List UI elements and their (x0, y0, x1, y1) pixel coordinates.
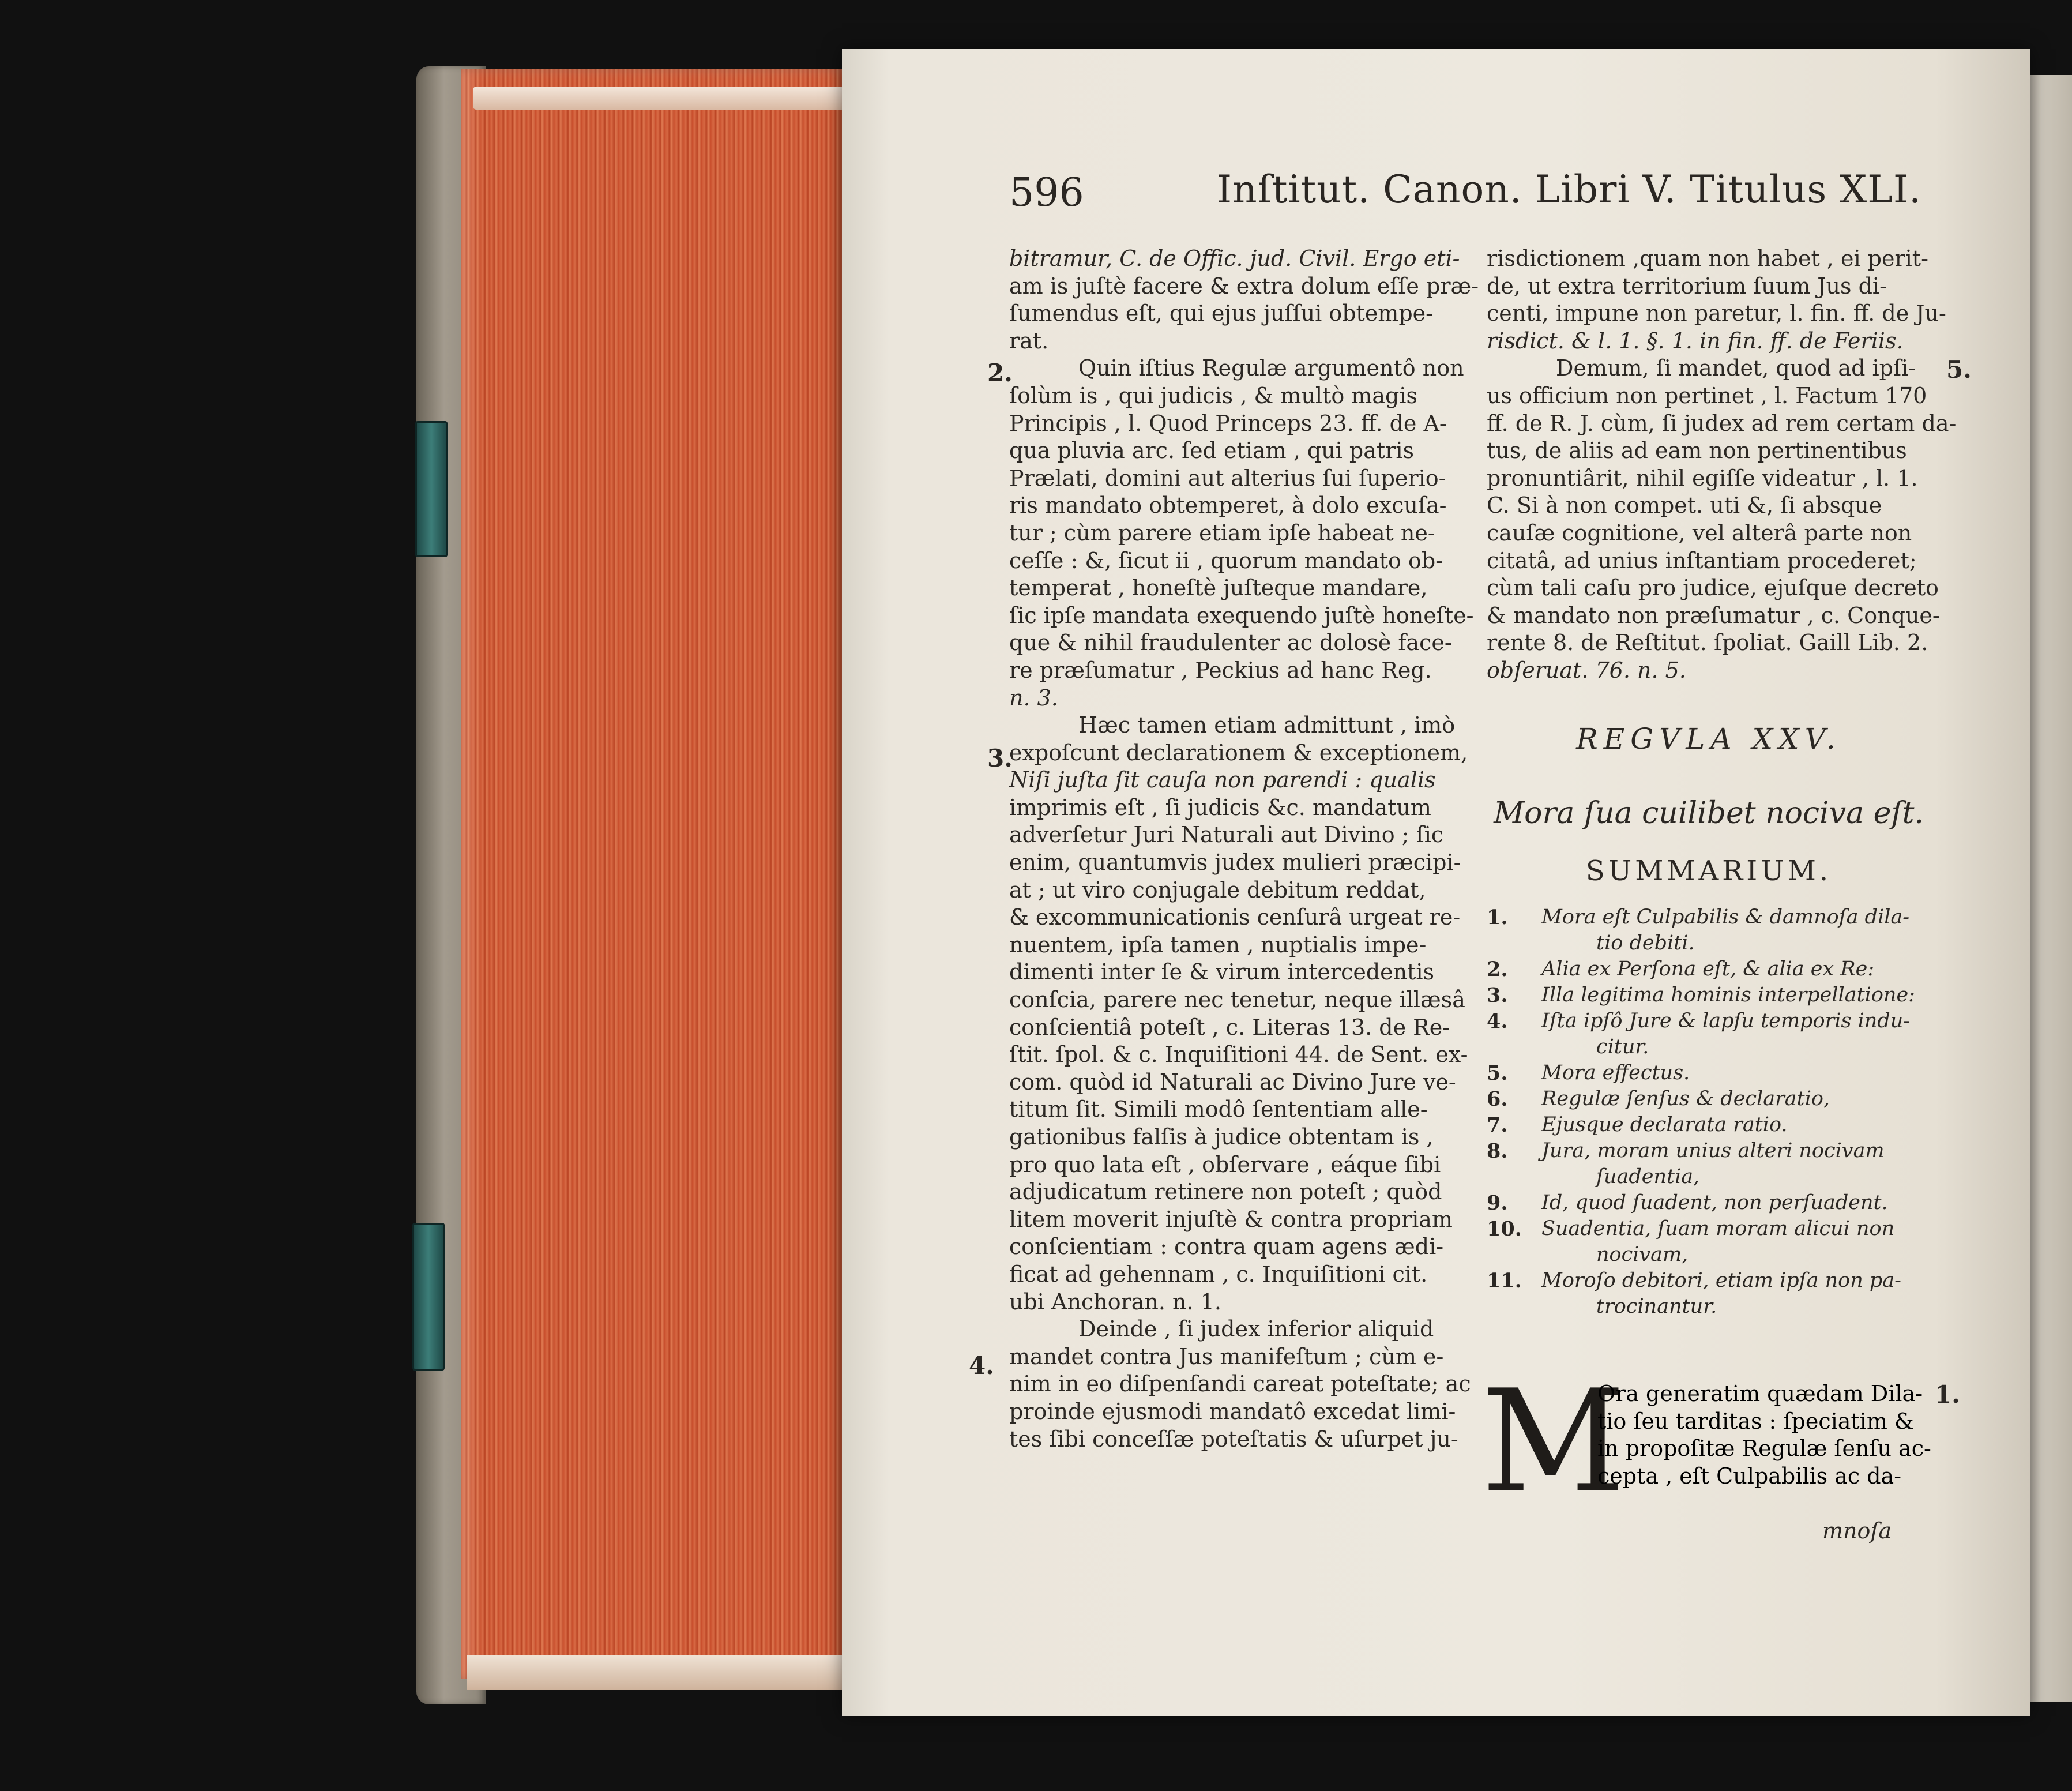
text-line: cùm tali caſu pro judice, ejuſque decreto (1487, 575, 1939, 601)
running-head: Inſtitut. Canon. Libri V. Titulus XLI. (1217, 167, 1922, 212)
text-line: ſtit. ſpol. & c. Inquiſitioni 44. de Sent. ex- (1009, 1042, 1468, 1068)
text-line: n. 3. (1009, 685, 1058, 711)
text-line: cauſæ cognitione, vel alterâ parte non (1487, 520, 1912, 546)
summarium-title: SUMMARIUM. (1585, 855, 1832, 887)
item-number: 4. (1487, 1009, 1508, 1033)
left-column (1009, 245, 1479, 1453)
text-line: rente 8. de Reſtitut. ſpoliat. Gaill Lib. 2. (1487, 630, 1928, 656)
text-line: in propoſitæ Regulæ ſenſu ac- (1597, 1436, 1931, 1462)
book-clasp-lower (412, 1223, 445, 1371)
text-line: ubi Anchoran. n. 1. (1009, 1289, 1221, 1315)
catchword: mnoſa (1822, 1518, 1892, 1544)
item-number: 11. (1487, 1269, 1522, 1293)
summarium-item (1487, 1190, 1936, 1216)
item-text: trocinantur. (1596, 1295, 1717, 1318)
text-line: enim, quantumvis judex mulieri præcipi- (1009, 850, 1461, 876)
text-line: citatâ, ad unius inſtantiam procederet; (1487, 547, 1917, 573)
text-line: cepta , eſt Culpabilis ac da- (1597, 1463, 1902, 1489)
text-line: pronuntiârit, nihil egiſſe videatur , l. 1. (1487, 465, 1918, 491)
item-text: Id, quod ſuadent, non perſuadent. (1541, 1191, 1888, 1214)
summarium-item (1487, 904, 1936, 930)
item-text: ſuadentia, (1596, 1165, 1700, 1188)
text-line: ſic ipſe mandata exequendo juſtè honeſte- (1009, 602, 1474, 628)
text-line: nim in eo diſpenſandi careat poteſtate; ac (1009, 1371, 1471, 1397)
text-line: Demum, ſi mandet, quod ad ipſi- (1556, 355, 1916, 381)
item-number: 2. (1487, 958, 1508, 981)
text-line: risdictionem ,quam non habet , ei perit- (1487, 246, 1928, 271)
section-number: 2. (987, 359, 1013, 387)
text-line: conſcia, parere nec tenetur, neque illæsâ (1009, 987, 1465, 1013)
text-line: pro quo lata eſt , obſervare , eáque ſibi (1009, 1151, 1441, 1177)
text-line: Ora generatim quædam Dila- (1597, 1381, 1923, 1406)
opening-paragraph (1597, 1380, 1931, 1490)
item-number: 7. (1487, 1113, 1508, 1137)
text-line: Prælati, domini aut alterius ſui ſuperio- (1009, 465, 1446, 491)
item-text: Alia ex Perſona eſt, & alia ex Re: (1541, 958, 1875, 981)
text-line: Niſi juſta ſit cauſa non parendi : qualis (1009, 767, 1436, 793)
text-line: com. quòd id Naturali ac Divino Jure ve- (1009, 1069, 1456, 1095)
section-number: 1. (1935, 1380, 1960, 1409)
summarium-item (1487, 956, 1936, 982)
item-text: Suadentia, ſuam moram alicui non (1541, 1217, 1895, 1240)
text-line: tio ſeu tarditas : ſpeciatim & (1597, 1408, 1914, 1434)
summarium-item (1487, 1060, 1936, 1086)
text-line: gationibus falſis à judice obtentam is , (1009, 1124, 1434, 1150)
summarium-item (1487, 930, 1936, 956)
item-number: 10. (1487, 1217, 1522, 1241)
item-text: Ejusque declarata ratio. (1541, 1113, 1788, 1136)
text-line: mandet contra Jus manifeſtum ; cùm e- (1009, 1343, 1444, 1369)
item-text: Jura, moram unius alteri nocivam (1541, 1139, 1885, 1162)
text-line: C. Si à non compet. uti &, ſi absque (1487, 493, 1882, 519)
text-line: expoſcunt declarationem & exceptionem, (1009, 739, 1468, 765)
text-line: adjudicatum retinere non poteſt ; quòd (1009, 1179, 1442, 1205)
text-line: titum ſit. Simili modô ſententiam alle- (1009, 1097, 1428, 1122)
text-line: ff. de R. J. cùm, ſi judex ad rem certam da- (1487, 410, 1957, 436)
item-text: citur. (1596, 1035, 1649, 1058)
summarium-item (1487, 1034, 1936, 1060)
text-line: & excommunicationis cenſurâ urgeat re- (1009, 904, 1461, 930)
item-number: 9. (1487, 1191, 1508, 1215)
item-text: nocivam, (1596, 1243, 1689, 1266)
text-line: am is juſtè facere & extra dolum eſſe præ- (1009, 273, 1479, 299)
text-line: conſcientiâ poteſt , c. Literas 13. de Re- (1009, 1014, 1450, 1040)
text-line: tur ; cùm parere etiam ipſe habeat ne- (1009, 520, 1435, 546)
page-block-top (473, 87, 848, 110)
text-line: qua pluvia arc. ſed etiam , qui patris (1009, 438, 1414, 464)
text-line: ficat ad gehennam , c. Inquiſitioni cit. (1009, 1261, 1428, 1287)
summarium-item (1487, 1294, 1936, 1320)
item-number: 8. (1487, 1139, 1508, 1163)
regula-motto: Mora ſua cuilibet nociva eſt. (1493, 796, 1924, 831)
item-number: 1. (1487, 906, 1508, 929)
item-number: 5. (1487, 1061, 1508, 1085)
text-line: adverſetur Juri Naturali aut Divino ; ſic (1009, 822, 1444, 848)
summarium-item (1487, 1268, 1936, 1294)
right-column (1487, 245, 1957, 685)
text-line: proinde ejusmodi mandatô excedat limi- (1009, 1398, 1456, 1424)
text-line: de, ut extra territorium ſuum Jus di- (1487, 273, 1887, 299)
summarium-item (1487, 1086, 1936, 1112)
text-line: Principis , l. Quod Princeps 23. ff. de A- (1009, 410, 1447, 436)
book-clasp-upper (415, 421, 448, 557)
summarium-list (1487, 904, 1936, 1320)
item-text: Regulæ ſenſus & declaratio, (1541, 1087, 1830, 1110)
text-line: Hæc tamen etiam admittunt , imò (1078, 712, 1456, 738)
item-text: Moroſo debitori, etiam ipſa non pa- (1541, 1269, 1901, 1292)
summarium-item (1487, 1112, 1936, 1138)
text-line: imprimis eſt , ſi judicis &c. mandatum (1009, 794, 1431, 820)
summarium-item (1487, 1008, 1936, 1034)
text-line: risdict. & l. 1. §. 1. in fin. ff. de Feriis. (1487, 328, 1904, 354)
summarium-item (1487, 982, 1936, 1008)
page-block-edge (461, 69, 848, 1679)
text-line: us officium non pertinet , l. Factum 170 (1487, 382, 1927, 408)
text-line: nuentem, ipſa tamen , nuptialis impe- (1009, 932, 1427, 958)
item-text: Illa legitima hominis interpellatione: (1541, 983, 1915, 1007)
item-text: tio debiti. (1596, 932, 1695, 955)
item-text: Iſta ipſô Jure & lapſu temporis indu- (1541, 1009, 1911, 1032)
item-text: Mora effectus. (1541, 1061, 1690, 1084)
text-line: tus, de aliis ad eam non pertinentibus (1487, 438, 1907, 464)
section-number: 5. (1946, 355, 1972, 384)
text-line: rat. (1009, 328, 1049, 354)
summarium-item (1487, 1138, 1936, 1164)
drop-cap: M (1481, 1360, 1626, 1524)
section-number: 4. (969, 1351, 994, 1380)
item-number: 3. (1487, 983, 1508, 1007)
section-number: 3. (987, 744, 1013, 772)
text-line: at ; ut viro conjugale debitum reddat, (1009, 877, 1426, 903)
text-line: ſolùm is , qui judicis , & multò magis (1009, 382, 1417, 408)
summarium-item (1487, 1216, 1936, 1242)
regula-title: REGVLA XXV. (1576, 722, 1841, 756)
summarium-item (1487, 1164, 1936, 1190)
text-line: & mandato non præſumatur , c. Conque- (1487, 602, 1940, 628)
text-line: ſumendus eſt, qui ejus juſſui obtempe- (1009, 301, 1433, 326)
text-line: Quin iſtius Regulæ argumentô non (1078, 355, 1464, 381)
summarium-item (1487, 1242, 1936, 1268)
text-line: que & nihil fraudulenter ac dolosè face- (1009, 630, 1452, 656)
text-line: dimenti inter ſe & virum intercedentis (1009, 959, 1435, 985)
text-line: temperat , honeſtè juſteque mandare, (1009, 575, 1428, 601)
text-line: bitramur, C. de Offic. jud. Civil. Ergo eti- (1009, 246, 1460, 271)
text-line: obſeruat. 76. n. 5. (1487, 657, 1686, 683)
text-line: ceſſe : &, ſicut ii , quorum mandato ob- (1009, 547, 1443, 573)
text-line: centi, impune non paretur, l. fin. ff. de Ju- (1487, 301, 1946, 326)
page-number: 596 (1009, 170, 1084, 216)
text-line: re præſumatur , Peckius ad hanc Reg. (1009, 657, 1432, 683)
text-line: ris mandato obtemperet, à dolo excuſa- (1009, 493, 1447, 519)
text-line: tes ſibi conceſſæ poteſtatis & uſurpet ju- (1009, 1426, 1458, 1452)
item-text: Mora eſt Culpabilis & damnoſa dila- (1541, 906, 1910, 929)
item-number: 6. (1487, 1087, 1508, 1111)
text-line: Deinde , ſi judex inferior aliquid (1078, 1316, 1434, 1342)
text-line: litem moverit injuſtè & contra propriam (1009, 1206, 1453, 1232)
text-line: conſcientiam : contra quam agens ædi- (1009, 1234, 1444, 1260)
page-block-bottom (467, 1655, 848, 1690)
